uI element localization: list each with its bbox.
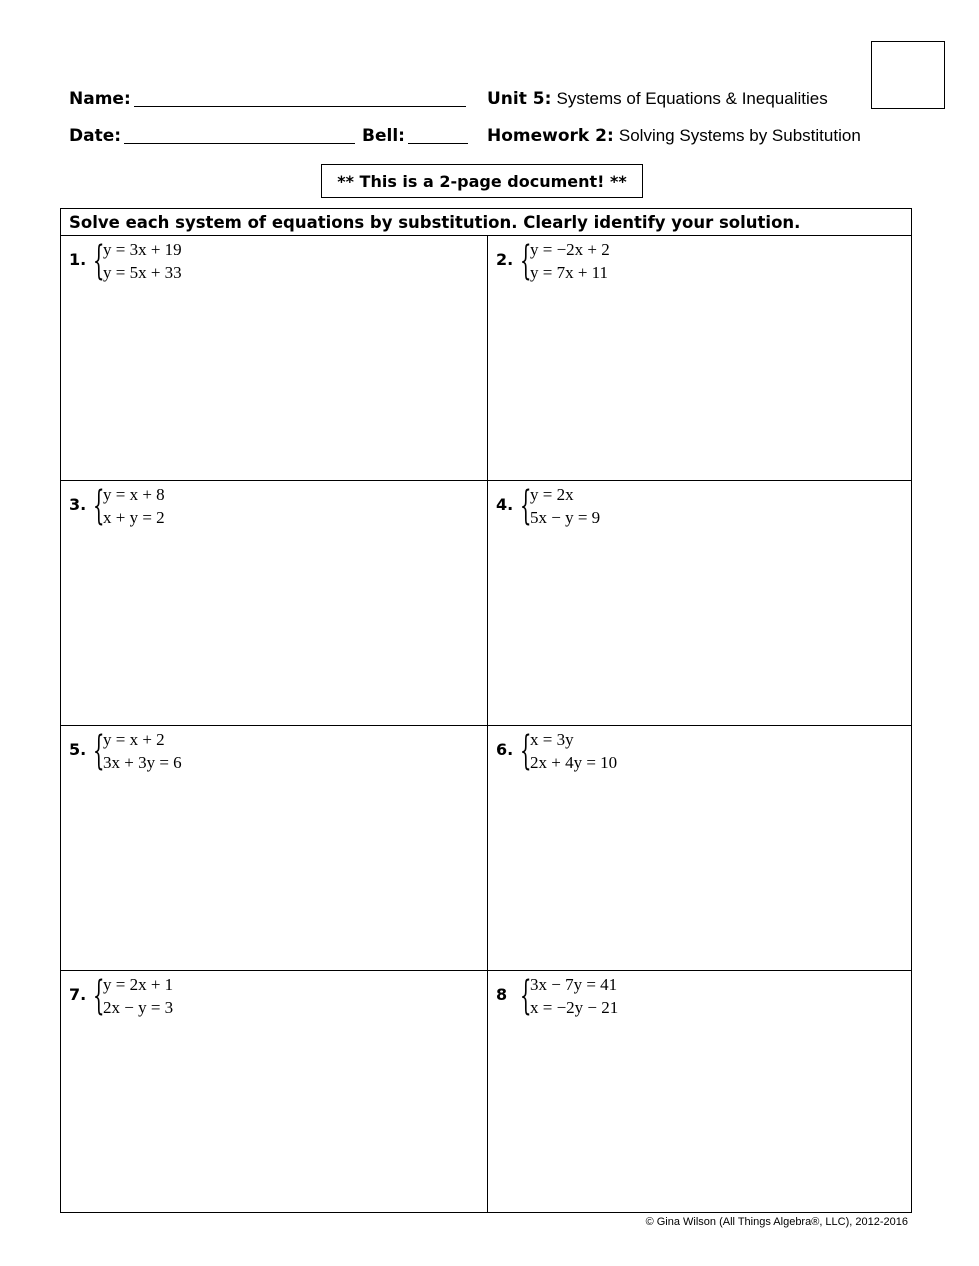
homework-label: Homework 2: xyxy=(487,126,614,146)
equation-1: 3x − 7y = 41 xyxy=(530,975,618,994)
brace-icon: { xyxy=(93,973,105,1019)
bell-label: Bell: xyxy=(362,126,405,146)
problem-number: 5. xyxy=(69,740,87,759)
brace-icon: { xyxy=(93,483,105,529)
unit-heading xyxy=(487,89,828,109)
brace-icon: { xyxy=(93,238,105,284)
problem-grid xyxy=(60,208,912,1213)
row-divider xyxy=(61,970,911,971)
name-blank[interactable] xyxy=(134,106,466,107)
equation-2: 2x − y = 3 xyxy=(103,998,174,1017)
equation-1: y = 2x xyxy=(530,485,574,504)
date-label: Date: xyxy=(69,126,122,146)
equation-1: y = x + 8 xyxy=(103,485,165,504)
problem-number: 1. xyxy=(69,250,87,269)
equation-1: y = −2x + 2 xyxy=(530,240,610,259)
problem-number: 6. xyxy=(496,740,514,759)
instructions: Solve each system of equations by substitution. Clearly identify your solution. xyxy=(61,209,911,236)
problem-number: 2. xyxy=(496,250,514,269)
page-notice: ** This is a 2-page document! ** xyxy=(321,164,643,198)
date-blank[interactable] xyxy=(124,143,355,144)
brace-icon: { xyxy=(520,483,532,529)
unit-label: Unit 5: xyxy=(487,89,552,109)
brace-icon: { xyxy=(520,238,532,284)
brace-icon: { xyxy=(520,973,532,1019)
score-box[interactable] xyxy=(871,41,945,109)
equation-1: x = 3y xyxy=(530,730,574,749)
problem-number: 3. xyxy=(69,495,87,514)
homework-heading xyxy=(487,126,861,146)
equation-1: y = 3x + 19 xyxy=(103,240,182,259)
equation-2: 5x − y = 9 xyxy=(530,508,601,527)
row-divider xyxy=(61,480,911,481)
brace-icon: { xyxy=(93,728,105,774)
equation-2: x + y = 2 xyxy=(103,508,165,527)
equation-1: y = x + 2 xyxy=(103,730,165,749)
column-divider xyxy=(487,236,488,1212)
problem-number: 4. xyxy=(496,495,514,514)
name-label: Name: xyxy=(69,89,131,109)
brace-icon: { xyxy=(520,728,532,774)
problem-number: 7. xyxy=(69,985,87,1004)
equation-2: x = −2y − 21 xyxy=(530,998,619,1017)
bell-blank[interactable] xyxy=(408,143,468,144)
equation-2: y = 5x + 33 xyxy=(103,263,182,282)
equation-2: 2x + 4y = 10 xyxy=(530,753,618,772)
equation-2: 3x + 3y = 6 xyxy=(103,753,182,772)
equation-2: y = 7x + 11 xyxy=(530,263,609,282)
copyright-footer: © Gina Wilson (All Things Algebra®, LLC), 2012-2016 xyxy=(645,1216,908,1228)
equation-1: y = 2x + 1 xyxy=(103,975,174,994)
problem-number: 8 xyxy=(496,985,508,1004)
homework-text: Solving Systems by Substitution xyxy=(618,126,861,145)
row-divider xyxy=(61,725,911,726)
unit-text: Systems of Equations & Inequalities xyxy=(556,89,828,108)
